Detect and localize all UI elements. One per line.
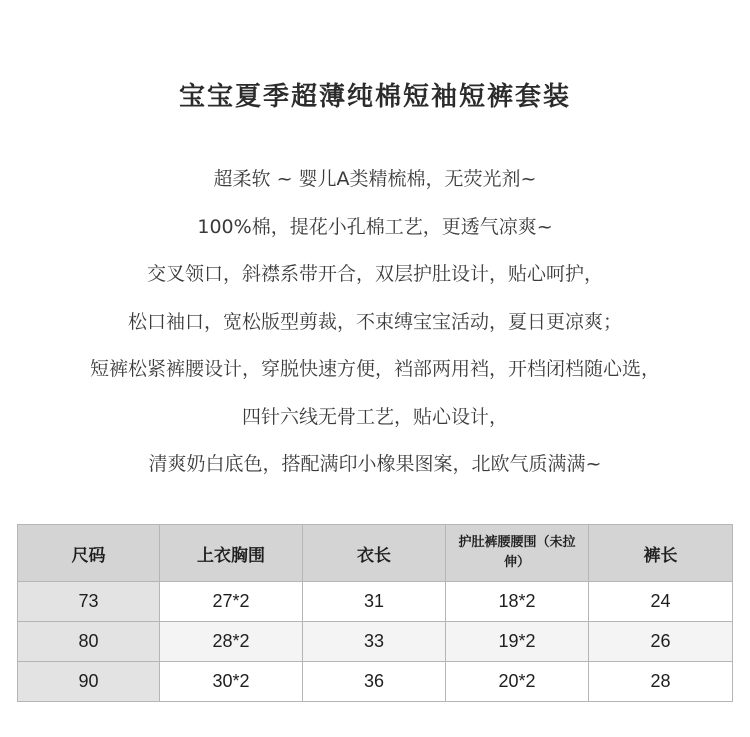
- top-length-cell: 36: [303, 662, 446, 702]
- table-header-row: [18, 525, 733, 582]
- feature-line: 清爽奶白底色，搭配满印小橡果图案，北欧气质满满~: [148, 453, 602, 475]
- feature-line: 超柔软 ~ 婴儿A类精梳棉，无荧光剂~: [213, 168, 537, 190]
- pants-length-cell: 28: [589, 662, 733, 702]
- header-size: 尺码: [18, 525, 160, 582]
- size-cell: 80: [18, 622, 160, 662]
- header-top-length: 衣长: [303, 525, 446, 582]
- waist-cell: 18*2: [446, 582, 589, 622]
- waist-cell: 19*2: [446, 622, 589, 662]
- chest-cell: 27*2: [160, 582, 303, 622]
- header-pants-length: 裤长: [589, 525, 733, 582]
- header-waist: 护肚裤腰腰围（未拉伸）: [446, 525, 589, 582]
- product-title: 宝宝夏季超薄纯棉短袖短裤套装: [178, 82, 571, 112]
- header-chest: 上衣胸围: [160, 525, 303, 582]
- feature-line: 松口袖口，宽松版型剪裁，不束缚宝宝活动，夏日更凉爽；: [127, 310, 622, 333]
- table-row: [18, 622, 733, 662]
- top-length-cell: 33: [303, 622, 446, 662]
- size-cell: 90: [18, 662, 160, 702]
- feature-line: 交叉领口，斜襟系带开合，双层护肚设计，贴心呵护，: [146, 263, 603, 285]
- pants-length-cell: 24: [589, 582, 733, 622]
- table-row: [18, 662, 733, 702]
- size-chart-table: [17, 524, 733, 702]
- chest-cell: 28*2: [160, 622, 303, 662]
- size-cell: 73: [18, 582, 160, 622]
- top-length-cell: 31: [303, 582, 446, 622]
- waist-cell: 20*2: [446, 662, 589, 702]
- feature-description-list: [0, 158, 750, 491]
- table-row: [18, 582, 733, 622]
- feature-line: 短裤松紧裤腰设计，穿脱快速方便，裆部两用裆，开档闭档随心选，: [89, 358, 660, 380]
- feature-line: 100%棉，提花小孔棉工艺，更透气凉爽~: [197, 215, 553, 238]
- feature-line: 四针六线无骨工艺，贴心设计，: [241, 405, 508, 428]
- chest-cell: 30*2: [160, 662, 303, 702]
- pants-length-cell: 26: [589, 622, 733, 662]
